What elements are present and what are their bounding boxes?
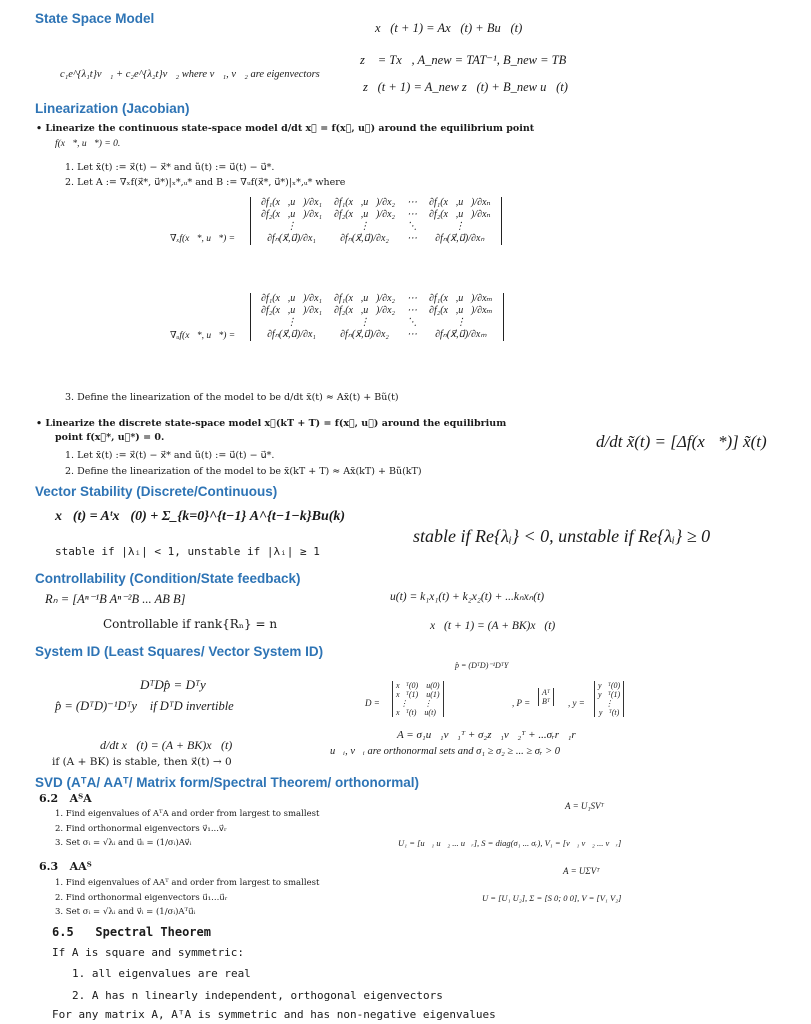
state-eq-1: x⃗(t + 1) = Ax⃗(t) + Bu⃗(t) [375, 21, 523, 35]
svd-62-step-3: 3. Set σᵢ = √λᵢ and u⃗ᵢ = (1/σᵢ)Av⃗ᵢ [55, 838, 192, 848]
lin-step-3: 3. Define the linearization of the model to be d/dt x̃(t) ≈ Ax̃(t) + Bũ(t) [65, 392, 399, 403]
svd-outer-sum: A = σ₁u⃗₁v⃗₁ᵀ + σ₂z⃗₁v⃗₂ᵀ + ...σᵣr⃗₁r⃗ [397, 729, 585, 741]
heading-system-id: System ID (Least Squares/ Vector System ID) [35, 644, 324, 659]
d-label: D = [365, 698, 380, 708]
bullet-discrete-text: Linearize the discrete state-space model x⃗(kT + T) = f(x⃗, u⃗) around the equilibrium [45, 418, 507, 429]
grad-x-matrix: ∂f₁(x⃗,u⃗)/∂x₁ ∂f₁(x⃗,u⃗)/∂x₂ ⋯ ∂f₁(x⃗,u⃗)/∂xₙ ∂f₂(x⃗,u⃗)/∂x₁ ∂f₂(x⃗,u⃗)/∂x₂ ⋯ ∂f₂(x⃗,u⃗)/∂xₙ ⋮ ⋮ ⋱ ⋮ ∂fₙ(x⃗,u⃗)/∂x₁ ∂fₙ(x⃗,u⃗)/∂x₂ ⋯ ∂fₙ(x⃗,u⃗)/∂xₙ [250, 197, 502, 245]
section-6-2: 6.2 AᵀA [39, 792, 92, 805]
bullet-discrete: • Linearize the discrete state-space model x⃗(kT + T) = f(x⃗, u⃗) around the equilibrium [36, 418, 507, 429]
eigen-combination: c₁e^{λ₁t}v⃗₁ + c₂e^{λ₂t}v⃗₂ where v⃗₁, v⃗₂ are eigenvectors [60, 69, 320, 80]
feedback-law: u(t) = k₁x₁(t) + k₂x₂(t) + ...kₙxₙ(t) [390, 591, 545, 603]
y-matrix: y⃗ᵀ(0) y⃗ᵀ(1) ⋮ y⃗ᵀ(t) [594, 681, 624, 717]
p-matrix: Aᵀ Bᵀ [538, 688, 554, 706]
heading-vector-stability: Vector Stability (Discrete/Continuous) [35, 484, 278, 499]
rn-matrix: Rₙ = [Aⁿ⁻¹B Aⁿ⁻²B ... AB B] [45, 592, 186, 606]
disc-step-2: 2. Define the linearization of the model to be x̃(kT + T) ≈ Ax̃(kT) + Bũ(kT) [65, 466, 422, 477]
y-label: , y = [568, 698, 585, 708]
linear-delta-eq: d/dt x̃(t) = [Δf(x⃗*)] x̃(t) [596, 432, 767, 451]
spectral-final: For any matrix A, AᵀA is symmetric and has non-negative eigenvalues [52, 1008, 496, 1021]
closed-loop-eq: x⃗(t + 1) = (A + BK)x⃗(t) [430, 620, 556, 632]
equilibrium-cond: f(x⃗*, u⃗*) = 0. [55, 139, 121, 149]
svd-62-step-2: 2. Find orthonormal eigenvectors v⃗₁...v⃗ᵣ [55, 824, 227, 834]
svd-63-step-2: 2. Find orthonormal eigenvectors u⃗₁...u⃗ᵣ [55, 893, 228, 903]
discrete-stability: stable if |λᵢ| < 1, unstable if |λᵢ| ≥ 1 [55, 545, 320, 558]
disc-step-1: 1. Let x̃(t) := x⃗(t) − x⃗* and ũ(t) := u⃗(t) − u⃗*. [65, 450, 275, 461]
section-6-3: 6.3 AAᵀ [39, 860, 92, 873]
svd-reduced-matrices: U₁ = [u⃗₁ u⃗₂ ... u⃗ᵣ], S = diag(σ₁ ... σᵣ), V₁ = [v⃗₁ v⃗₂ ... v⃗ᵣ] [398, 838, 622, 848]
bullet-continuous-text: Linearize the continuous state-space model d/dt x⃗ = f(x⃗, u⃗) around the equilibrium point [45, 123, 535, 134]
controllable-condition: Controllable if rank{Rₙ} = n [103, 617, 278, 631]
normal-equation: DᵀDp̂ = Dᵀy⃗ [140, 677, 216, 692]
d-matrix: x⃗ᵀ(0) u(0) x⃗ᵀ(1) u(1) ⋮ ⋮ x⃗ᵀ(t) u(t) [392, 681, 444, 717]
svd-63-step-3: 3. Set σᵢ = √λᵢ and v⃗ᵢ = (1/σᵢ)Aᵀu⃗ᵢ [55, 907, 196, 917]
discrete-point: point f(x⃗*, u⃗*) = 0. [55, 432, 165, 443]
spectral-item-2: 2. A has n linearly independent, orthogonal eigenvectors [72, 989, 443, 1002]
lin-step-1: 1. Let x̃(t) := x⃗(t) − x⃗* and ũ(t) := u⃗(t) − u⃗*. [65, 162, 275, 173]
svd-full-matrices: U = [U₁ U₂], Σ = [S 0; 0 0], V = [V₁ V₂] [482, 893, 622, 903]
p-label: , P = [512, 698, 531, 708]
svd-62-step-1: 1. Find eigenvalues of AᵀA and order from largest to smallest [55, 809, 320, 819]
grad-x-label: ∇ₓf(x⃗*, u⃗*) = [170, 234, 236, 244]
lin-step-2: 2. Let A := ∇ₓf(x⃗*, u⃗*)|ₓ*,ᵤ* and B := ∇ᵤf(x⃗*, u⃗*)|ₓ*,ᵤ* where [65, 177, 346, 188]
stability-note: if (A + BK) is stable, then x⃗(t) → 0 [52, 756, 232, 768]
orthonormal-note: u⃗ᵢ, v⃗ᵢ are orthonormal sets and σ₁ ≥ σ₂ ≥ ... ≥ σᵣ > 0 [330, 746, 561, 757]
spectral-item-1: 1. all eigenvalues are real [72, 967, 251, 980]
bullet-continuous: • Linearize the continuous state-space model d/dt x⃗ = f(x⃗, u⃗) around the equilibrium point [36, 123, 535, 134]
solution-eq: x⃗(t) = Aᵗx⃗(0) + Σ_{k=0}^{t−1} A^{t−1−k}Bu(k) [55, 509, 346, 524]
p-hat-top: p̂ = (DᵀD)⁻¹DᵀY [455, 661, 509, 670]
grad-u-matrix: ∂f₁(x⃗,u⃗)/∂x₁ ∂f₁(x⃗,u⃗)/∂x₂ ⋯ ∂f₁(x⃗,u⃗)/∂xₘ ∂f₂(x⃗,u⃗)/∂x₁ ∂f₂(x⃗,u⃗)/∂x₂ ⋯ ∂f₂(x⃗,u⃗)/∂xₘ ⋮ ⋮ ⋱ ⋮ ∂fₙ(x⃗,u⃗)/∂x₁ ∂fₙ(x⃗,u⃗)/∂x₂ ⋯ ∂fₙ(x⃗,u⃗)/∂xₘ [250, 293, 504, 341]
least-squares-solution: p̂ = (DᵀD)⁻¹Dᵀy⃗ if DᵀD invertible [55, 699, 234, 713]
svd-reduced-form: A = U₁SVᵀ [565, 801, 605, 811]
spectral-intro: If A is square and symmetric: [52, 946, 245, 959]
heading-state-space: State Space Model [35, 11, 155, 26]
heading-controllability: Controllability (Condition/State feedback) [35, 571, 301, 586]
svd-63-step-1: 1. Find eigenvalues of AAᵀ and order from largest to smallest [55, 878, 320, 888]
feedback-continuous: d/dt x⃗(t) = (A + BK)x⃗(t) [100, 738, 233, 752]
state-eq-2: z⃗ = Tx⃗, A_new = TAT⁻¹, B_new = TB [360, 53, 567, 67]
heading-linearization: Linearization (Jacobian) [35, 101, 190, 116]
state-eq-3: z⃗(t + 1) = A_new z⃗(t) + B_new u⃗(t) [363, 80, 568, 94]
heading-svd: SVD (AᵀA/ AAᵀ/ Matrix form/Spectral Theorem/ orthonormal) [35, 775, 419, 790]
svd-full-form: A = UΣVᵀ [563, 866, 600, 876]
section-6-5: 6.5 Spectral Theorem [52, 925, 211, 939]
grad-u-label: ∇ᵤf(x⃗*, u⃗*) = [170, 331, 236, 341]
continuous-stability: stable if Re{λᵢ} < 0, unstable if Re{λᵢ} ≥ 0 [413, 526, 711, 546]
